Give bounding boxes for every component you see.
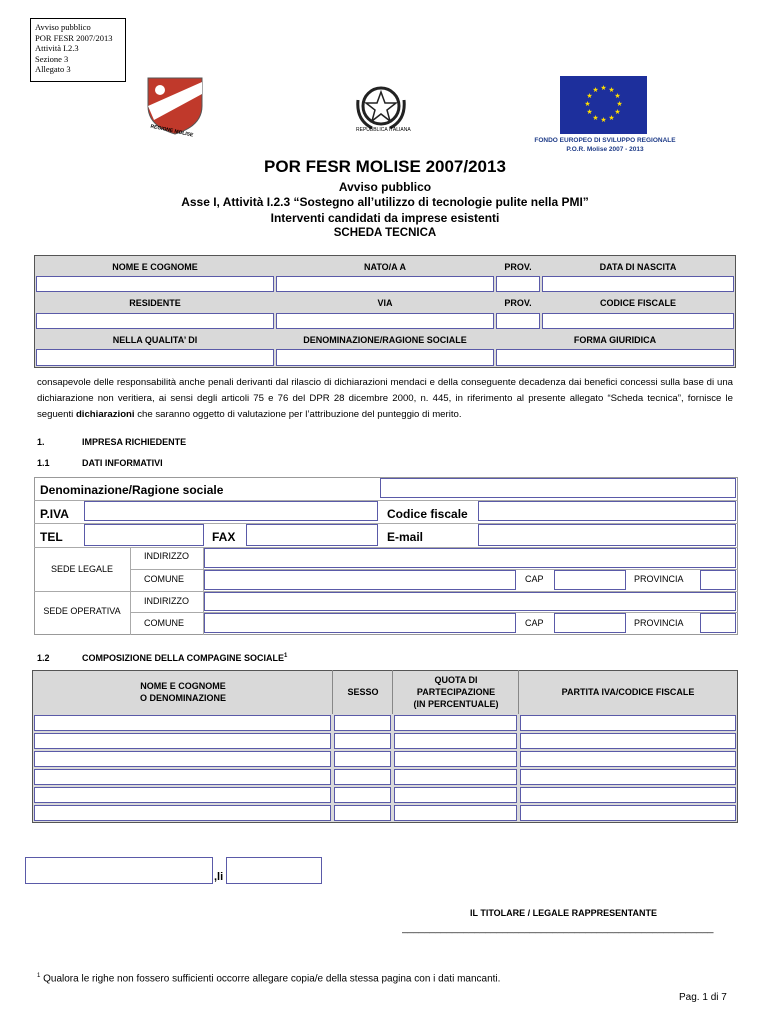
svg-text:★: ★ [614,108,621,116]
provincia-legale-label: PROVINCIA [634,574,684,584]
section-12-number: 1.2 [37,653,50,663]
sede-legale-label: SEDE LEGALE [50,564,114,574]
nome-cognome-input[interactable] [36,276,274,292]
header-prov-res: PROV. [504,298,532,308]
svg-text:★: ★ [600,116,607,124]
comune-operativa-label: COMUNE [144,618,184,628]
footnote-ref: 1 [284,653,288,659]
subtitle-line3: Interventi candidati da imprese esistenti [270,211,500,225]
header-nome-cognome: NOME E COGNOME [112,262,198,272]
share-piva-input[interactable] [520,805,736,821]
provincia-operativa-label: PROVINCIA [634,618,684,628]
share-piva-input[interactable] [520,733,736,749]
piva-input[interactable] [84,501,378,521]
svg-text:★: ★ [592,86,599,94]
eu-por-text: P.O.R. Molise 2007 - 2013 [566,146,644,153]
declaration-bold: dichiarazioni [75,409,135,420]
forma-giuridica-input[interactable] [496,349,734,366]
section-11-title: DATI INFORMATIVI [82,458,163,468]
eu-flag [560,76,647,134]
share-sesso-input[interactable] [334,733,391,749]
data-nascita-input[interactable] [542,276,734,292]
share-quota-input[interactable] [394,805,517,821]
via-input[interactable] [276,313,494,329]
header-via: VIA [377,298,393,308]
share-sesso-input[interactable] [334,805,391,821]
share-quota-input[interactable] [394,787,517,803]
li-label: ,li [214,871,224,883]
codice-fiscale-input[interactable] [542,313,734,329]
comune-legale-input[interactable] [204,570,516,590]
footnote-number: 1 [37,973,41,979]
page-title: POR FESR MOLISE 2007/2013 [264,157,506,176]
indirizzo-legale-input[interactable] [204,548,736,568]
data-firma-input[interactable] [226,857,322,884]
emblem-text: REPUBBLICA ITALIANA [356,127,411,133]
svg-text:★: ★ [608,114,615,122]
notice-line: POR FESR 2007/2013 [35,32,113,43]
prov-nascita-input[interactable] [496,276,540,292]
subtitle-line2: Asse I, Attività I.2.3 “Sostegno all’utilizzo di tecnologie pulite nella PMI” [181,195,589,209]
header-data-nascita: DATA DI NASCITA [599,262,677,272]
subtitle-line4: SCHEDA TECNICA [333,227,437,239]
indirizzo-operativa-input[interactable] [204,592,736,611]
share-nome-input[interactable] [34,787,331,803]
denominazione-label: Denominazione/Ragione sociale [40,483,224,497]
page-number: Pag. 1 di 7 [679,992,727,1003]
footnote-text: Qualora le righe non fossero sufficienti occorre allegare copia/e della stessa pagina con i dati mancanti. [43,973,501,985]
header-nato-a: NATO/A A [364,262,406,272]
share-quota-input[interactable] [394,715,517,731]
svg-text:★: ★ [584,100,591,108]
section-1-number: 1. [37,437,45,447]
fax-label: FAX [212,530,236,544]
molise-logo-text: REGIONE MOLISE [149,123,194,139]
header-prov: PROV. [504,262,532,272]
share-piva-input[interactable] [520,787,736,803]
declaration-paragraph [37,375,733,423]
cap-operativa-label: CAP [525,618,544,628]
section-12-title-text: COMPOSIZIONE DELLA COMPAGINE SOCIALE [82,653,285,663]
header-qualita: NELLA QUALITA’ DI [112,335,198,345]
shares-header-quota-3: (IN PERCENTUALE) [413,699,499,709]
sede-operativa-label: SEDE OPERATIVA [43,606,121,616]
share-quota-input[interactable] [394,733,517,749]
tel-input[interactable] [84,524,204,546]
share-sesso-input[interactable] [334,715,391,731]
shares-header-quota [394,674,518,710]
luogo-input[interactable] [25,857,213,884]
email-input[interactable] [478,524,736,546]
prov-residenza-input[interactable] [496,313,540,329]
provincia-legale-input[interactable] [700,570,736,590]
header-codice-fiscale: CODICE FISCALE [599,298,676,308]
codice-fiscale-label: Codice fiscale [387,507,468,521]
fax-input[interactable] [246,524,378,546]
declaration-text-2: che saranno oggetto di valutazione per l’attribuzione del punteggio di merito. [134,409,462,420]
cap-legale-label: CAP [525,574,544,584]
italian-emblem [352,80,410,136]
comune-operativa-input[interactable] [204,613,516,633]
section-1-title: IMPRESA RICHIEDENTE [82,437,187,447]
notice-line: Allegato 3 [35,64,71,74]
qualita-input[interactable] [36,349,274,366]
share-nome-input[interactable] [34,805,331,821]
share-quota-input[interactable] [394,751,517,767]
section-11-number: 1.1 [37,458,50,468]
notice-box [30,18,126,82]
shares-header-nome-1: NOME E COGNOME [140,681,226,691]
piva-label: P.IVA [40,507,69,521]
header-denominazione: DENOMINAZIONE/RAGIONE SOCIALE [303,335,467,345]
tel-label: TEL [40,530,63,544]
provincia-operativa-input[interactable] [700,613,736,633]
share-nome-input[interactable] [34,733,331,749]
section-12-title [82,653,287,663]
indirizzo-legale-label: INDIRIZZO [144,551,189,561]
share-sesso-input[interactable] [334,751,391,767]
regione-molise-logo [140,76,210,142]
eu-fund-text: FONDO EUROPEO DI SVILUPPO REGIONALE [534,137,676,144]
company-codice-fiscale-input[interactable] [478,501,736,521]
cap-operativa-input[interactable] [554,613,626,633]
nato-a-input[interactable] [276,276,494,292]
cap-legale-input[interactable] [554,570,626,590]
share-piva-input[interactable] [520,769,736,785]
share-quota-input[interactable] [394,769,517,785]
svg-text:★: ★ [586,108,593,116]
svg-text:★: ★ [586,92,593,100]
svg-text:★: ★ [616,100,623,108]
subtitle: Avviso pubblico [338,180,432,194]
ragione-sociale-input[interactable] [380,478,736,498]
share-nome-input[interactable] [34,751,331,767]
share-sesso-input[interactable] [334,787,391,803]
comune-legale-label: COMUNE [144,574,184,584]
notice-line: Avviso pubblico [35,22,91,32]
shares-header-nome-2: O DENOMINAZIONE [139,693,226,703]
header-residente: RESIDENTE [129,298,181,308]
svg-text:★: ★ [592,114,599,122]
notice-line: Attività I.2.3 [35,43,79,53]
share-piva-input[interactable] [520,751,736,767]
header-forma-giuridica: FORMA GIURIDICA [573,335,657,345]
titolare-label: IL TITOLARE / LEGALE RAPPRESENTANTE [470,908,658,918]
shares-header-quota-1: QUOTA DI [434,675,478,685]
share-sesso-input[interactable] [334,769,391,785]
shares-header-nome [34,680,332,704]
residente-input[interactable] [36,313,274,329]
svg-text:★: ★ [614,92,621,100]
shares-header-piva: PARTITA IVA/CODICE FISCALE [561,687,695,697]
shares-header-quota-2: PARTECIPAZIONE [416,687,496,697]
signature-line: ________________________________________________________ [402,923,714,934]
denominazione-input[interactable] [276,349,494,366]
declaration-text-1: consapevole delle responsabilità anche penali derivanti dal rilascio di dichiarazioni mendaci e della conseguente decadenza dai benefici concessi sulla base di una dichiarazione non veritiera, ai sensi degli articoli 75 e 76 del DPR 28 dicembre 2000, n. 445, in riferimento al presente allegato “Scheda tecnica”, fornisce le seguenti [37,377,733,420]
share-nome-input[interactable] [34,769,331,785]
shares-header-sesso: SESSO [347,687,379,697]
svg-text:★: ★ [600,84,607,92]
indirizzo-operativa-label: INDIRIZZO [144,596,189,606]
eu-stars-icon [560,76,647,134]
notice-line: Sezione 3 [35,53,69,64]
share-nome-input[interactable] [34,715,331,731]
email-label: E-mail [387,530,424,544]
share-piva-input[interactable] [520,715,736,731]
footnote [37,973,500,984]
svg-text:★: ★ [608,86,615,94]
